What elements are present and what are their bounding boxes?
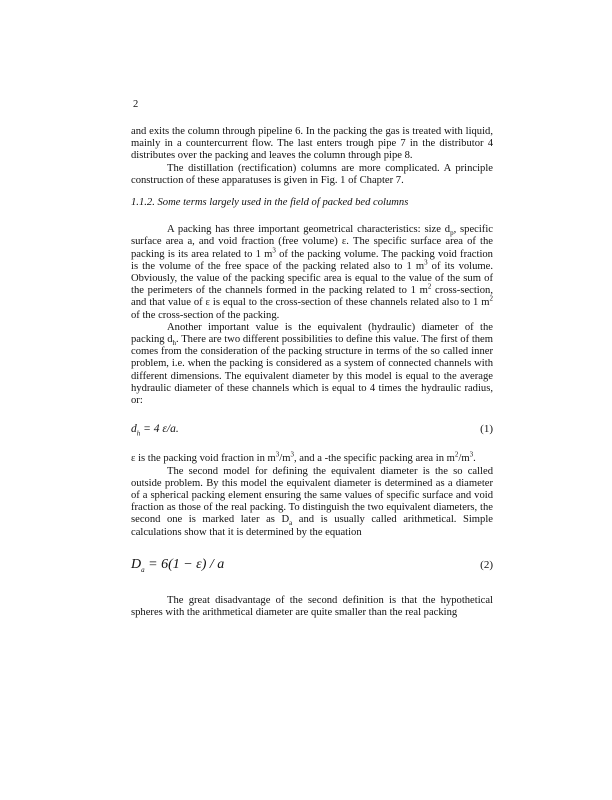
page-number: 2 bbox=[133, 99, 139, 110]
section-heading: 1.1.2. Some terms largely used in the field of packed bed columns bbox=[131, 197, 409, 209]
paragraph-packing-characteristics: A packing has three important geometrical characteristics: size $d_p$, specific surface area a, and void fraction (free volume) ε. The specific surface area of the packing is its area related to 1 $m^3$ of the packing volume. The packing void fraction is the volume of the free space of the packing related also to 1 $m^3$ of its volume. Obviously, the value of the packing specific area is equal to the value of the sum of the perimeters of the channels formed in the packing related to 1 $m^2$ cross-section, and that value of ε is equal to the cross-section of these channels related also to 1 $m^2$ of the cross-section of the packing. bbox=[131, 224, 493, 321]
equation-1 bbox=[131, 423, 493, 438]
paragraph-second-model: The second model for defining the equivalent diameter is the so called outside problem. By this model the equivalent diameter is determined as a diameter of a spherical packing element ensuring the same values of specific surface and void fraction as those of the real packing. To distinguish the two equivalent diameters, the second one is marked later as $D_a$ and is usually called arithmetical. Simple calculations show that it is determined by the equation bbox=[131, 465, 493, 538]
equation-2-expression: $D_a = 6(1 - \varepsilon) / a$ bbox=[131, 556, 225, 574]
paragraph-equivalent-diameter: Another important value is the equivalent (hydraulic) diameter of the packing $d_h$. There are two different possibilities to define this value. The first of them comes from the consideration of the packing structure in terms of the so called inner problem, i.e. when the packing is considered as a system of connected channels with different dimensions. The equivalent diameter by this model is equal to the average hydraulic diameter of these channels which is equal to 4 times the hydraulic radius, or: bbox=[131, 321, 494, 407]
document-body bbox=[131, 126, 493, 620]
paragraph-distillation: The distillation (rectification) columns are more complicated. A principle construction of these apparatuses is given in Fig. 1 of Chapter 7. bbox=[131, 162, 493, 186]
paragraph-disadvantage: The great disadvantage of the second definition is that the hypothetical spheres with the arithmetical diameter are quite smaller than the real packing bbox=[131, 595, 493, 619]
equation-2-number: (2) bbox=[480, 558, 493, 571]
paragraph-void-fraction-definition: ε is the packing void fraction in $m^3/m^3$, and a -the specific packing area in $m^2/m^3$. bbox=[131, 450, 476, 465]
equation-1-expression: $d_h = 4$ ε/a. bbox=[131, 423, 179, 438]
equation-1-number: (1) bbox=[480, 423, 493, 436]
equation-2 bbox=[131, 556, 493, 574]
paragraph-gas-flow: and exits the column through pipeline 6. In the packing the gas is treated with liquid, mainly in a countercurrent flow. The last enters trough pipe 7 in the distributor 4 distributes over the packing and leaves the column through pipe 8. bbox=[131, 126, 493, 162]
